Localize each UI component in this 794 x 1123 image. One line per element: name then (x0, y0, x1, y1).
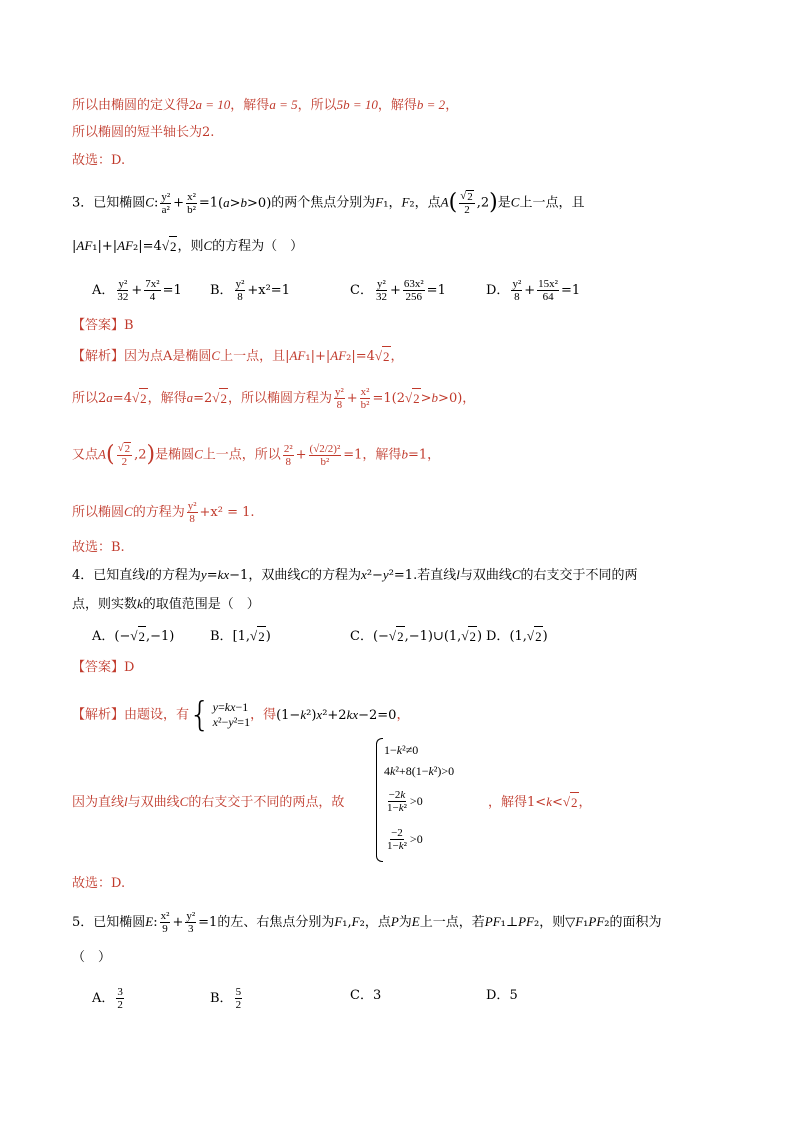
q4-choose: 故选：D. (72, 876, 126, 891)
q3-stem-line2: |AF₁|+|AF₂|=4 √ 2 ，则C的方程为（ ） (72, 236, 303, 257)
text: 上一点，且 (519, 195, 585, 211)
text: 的方程为 (148, 568, 201, 583)
q3-option-d[interactable]: D． $\frac{\text{y²}}{8}$ + $\frac{\text{15x²}}{64}$ =1 (486, 278, 581, 303)
solution-line-2 (72, 123, 214, 143)
q3-analysis-4: 所以椭圆C的方程为 $\frac{\text{y²}}{8}$ +x² = 1. (72, 500, 255, 525)
option-label: B． (210, 283, 233, 298)
equation: 5b = 10 (336, 97, 378, 112)
text: 3．已知椭圆 (72, 195, 146, 211)
text: 所以由椭圆的定义得 (72, 98, 190, 113)
text: ，解得 (362, 447, 402, 463)
text: 与双曲线 (459, 568, 512, 583)
text: 的取值范围是（ ） (142, 597, 260, 612)
text: 的面积为 (609, 915, 662, 930)
q5-option-d[interactable] (486, 986, 518, 1006)
text: 的方程为 (132, 505, 185, 520)
text: 点，则实数 (72, 597, 138, 612)
text: 上一点，若 (419, 915, 485, 930)
option-label: C． (350, 988, 373, 1003)
equation: a = 5 (269, 97, 298, 112)
option-label: C． (350, 283, 373, 298)
q4-analysis-solve: ，解得1<k< √ 2 ， (488, 792, 592, 813)
q4-analysis-1: 【解析】由题设，有 { y=kx−1 x²−y²=1 ，得(1−k²)x²+2kx−2=0， (72, 695, 410, 735)
option-text: 5 (509, 988, 518, 1003)
q4-option-a[interactable]: A．(− √ 2 ,−1) (92, 626, 174, 647)
option-text: 3 (372, 988, 382, 1003)
text: ，双曲线 (248, 568, 301, 583)
text: 又点 (72, 447, 99, 463)
q5-option-c[interactable] (350, 986, 381, 1006)
option-label: D． (486, 629, 510, 644)
text: ，点 (364, 915, 391, 930)
equation: 2a = 10 (189, 97, 231, 112)
text: 4．已知直线 (72, 568, 146, 583)
text: 与双曲线 (127, 795, 180, 810)
option-label: D． (486, 988, 510, 1003)
text: 所以 (72, 391, 99, 406)
q5-option-a[interactable]: A． $\frac{3}{2}$ (92, 986, 123, 1011)
q3-answer: 【答案】B (72, 318, 134, 333)
q5-paren: （ ） (72, 950, 112, 965)
option-label: A． (92, 629, 115, 644)
text: 的两个焦点分别为 (271, 195, 376, 211)
analysis-tag: 【解析】 (72, 349, 125, 364)
q4-stem-line2: 点，则实数k的取值范围是（ ） (72, 596, 260, 612)
text: 是 (497, 195, 511, 211)
q4-option-d[interactable]: D．(1, √ 2 ) (486, 626, 548, 647)
text: ，所以椭圆方程为 (227, 391, 332, 406)
option-label: D． (486, 283, 510, 298)
text: 为 (398, 915, 412, 930)
q3-option-a[interactable]: A． $\frac{\text{y²}}{32}$ + $\frac{\text{7x²}}{4}$ =1 (92, 278, 182, 303)
q3-stem: 3．已知椭圆C: $\frac{\text{y²}}{\text{a²}}$ + $\frac{\text{x²}}{\text{b²}}$ =1(a>b>0)的两个焦点分别为F₁，F₂，点A( √ 2 2 ,2)是C上一点，且 (72, 190, 585, 216)
text: 因为直线 (72, 795, 125, 810)
text: x² = 1. (210, 505, 255, 520)
text: ，得 (250, 707, 277, 723)
text: ，所以 (297, 98, 337, 113)
solution-line-1 (72, 95, 458, 116)
q4-stem: 4．已知直线l的方程为y=kx−1，双曲线C的方程为x²−y²=1.若直线l与双曲线C的右支交于不同的两 (72, 567, 638, 583)
text: 的右支交于不同的两 (520, 568, 638, 583)
inequality-system: 1−k²≠0 4k²+8(1−k²)>0 −2k 1−k² >0 −2 1−k² >0 (384, 743, 455, 852)
text: ，解得 (147, 391, 187, 406)
text: ，解得 (377, 98, 417, 113)
text: 的方程为 (309, 568, 362, 583)
text: ，则 (177, 239, 204, 254)
q3-analysis-1: 【解析】因为点A是椭圆C上一点，且|AF₁|+|AF₂|=4 √ 2 ， (72, 346, 404, 367)
option-label: A． (92, 991, 115, 1006)
text: 由题设，有 (124, 707, 190, 723)
q4-option-b[interactable]: B．[1, √ 2 ) (210, 626, 271, 647)
text: ， (445, 98, 459, 113)
equation: b = 2 (416, 97, 446, 112)
text: 是椭圆 (155, 447, 195, 463)
system-brace (376, 738, 383, 862)
text: ，则 (539, 915, 566, 930)
q3-analysis-2: 所以2a=4 √ 2 ，解得a=2 √ 2 ，所以椭圆方程为 $\frac{\text{y²}}{8}$ + $\frac{\text{x²}}{\text{b²}}$ =1(2 √ 2 >b>0)， (72, 386, 476, 411)
text: ，解得 (488, 795, 528, 810)
value: 2 (202, 125, 211, 140)
q5-stem: 5．已知椭圆E: $\frac{\text{x²}}{9}$ + $\frac{\text{y²}}{3}$ =1的左、右焦点分别为F₁,F₂，点P为E上一点，若PF₁⊥PF₂，则▽F₁PF₂的面积为 (72, 910, 662, 935)
text: . (210, 125, 215, 140)
q3-choose: 故选：B. (72, 540, 125, 555)
option-label: A． (92, 283, 115, 298)
q3-option-b[interactable]: B． $\frac{\text{y²}}{8}$ +x²=1 (210, 278, 290, 303)
analysis-tag: 【解析】 (72, 707, 125, 723)
text: 所以椭圆的短半轴长为 (72, 125, 203, 140)
text: 5．已知椭圆 (72, 915, 146, 930)
text: 所以椭圆 (72, 505, 125, 520)
option-label: C． (350, 629, 373, 644)
option-label: B． (210, 629, 233, 644)
q4-analysis-2: 因为直线l与双曲线C的右支交于不同的两点，故 (72, 794, 345, 810)
text: .若直线 (413, 568, 457, 583)
q4-answer: 【答案】D (72, 660, 135, 675)
q4-option-c[interactable]: C．(− √ 2 ,−1)∪(1, √ 2 ) (350, 626, 482, 647)
q3-option-c[interactable]: C． $\frac{\text{y²}}{32}$ + $\frac{\text{63x²}}{256}$ =1 (350, 278, 446, 303)
text: ，点 (414, 195, 441, 211)
text: 的方程为（ ） (212, 239, 304, 254)
text: 上一点，且 (220, 349, 286, 364)
text: 的左、右焦点分别为 (217, 915, 335, 930)
option-label: B． (210, 991, 233, 1006)
q5-option-b[interactable]: B． $\frac{5}{2}$ (210, 986, 242, 1011)
text: 的右支交于不同的两点，故 (188, 795, 345, 810)
q3-analysis-3: 又点A( √ 2 2 ,2)是椭圆C上一点，所以 $\frac{\text{2²}}{8}$ + $\frac{\text{(√2/2)²}}{\text{b²}}$ =1，解得b=1， (72, 442, 441, 468)
text: ，解得 (230, 98, 270, 113)
text: 因为点A是椭圆 (124, 349, 212, 364)
text: 上一点，所以 (202, 447, 281, 463)
choose-line: 故选：D. (72, 153, 126, 168)
